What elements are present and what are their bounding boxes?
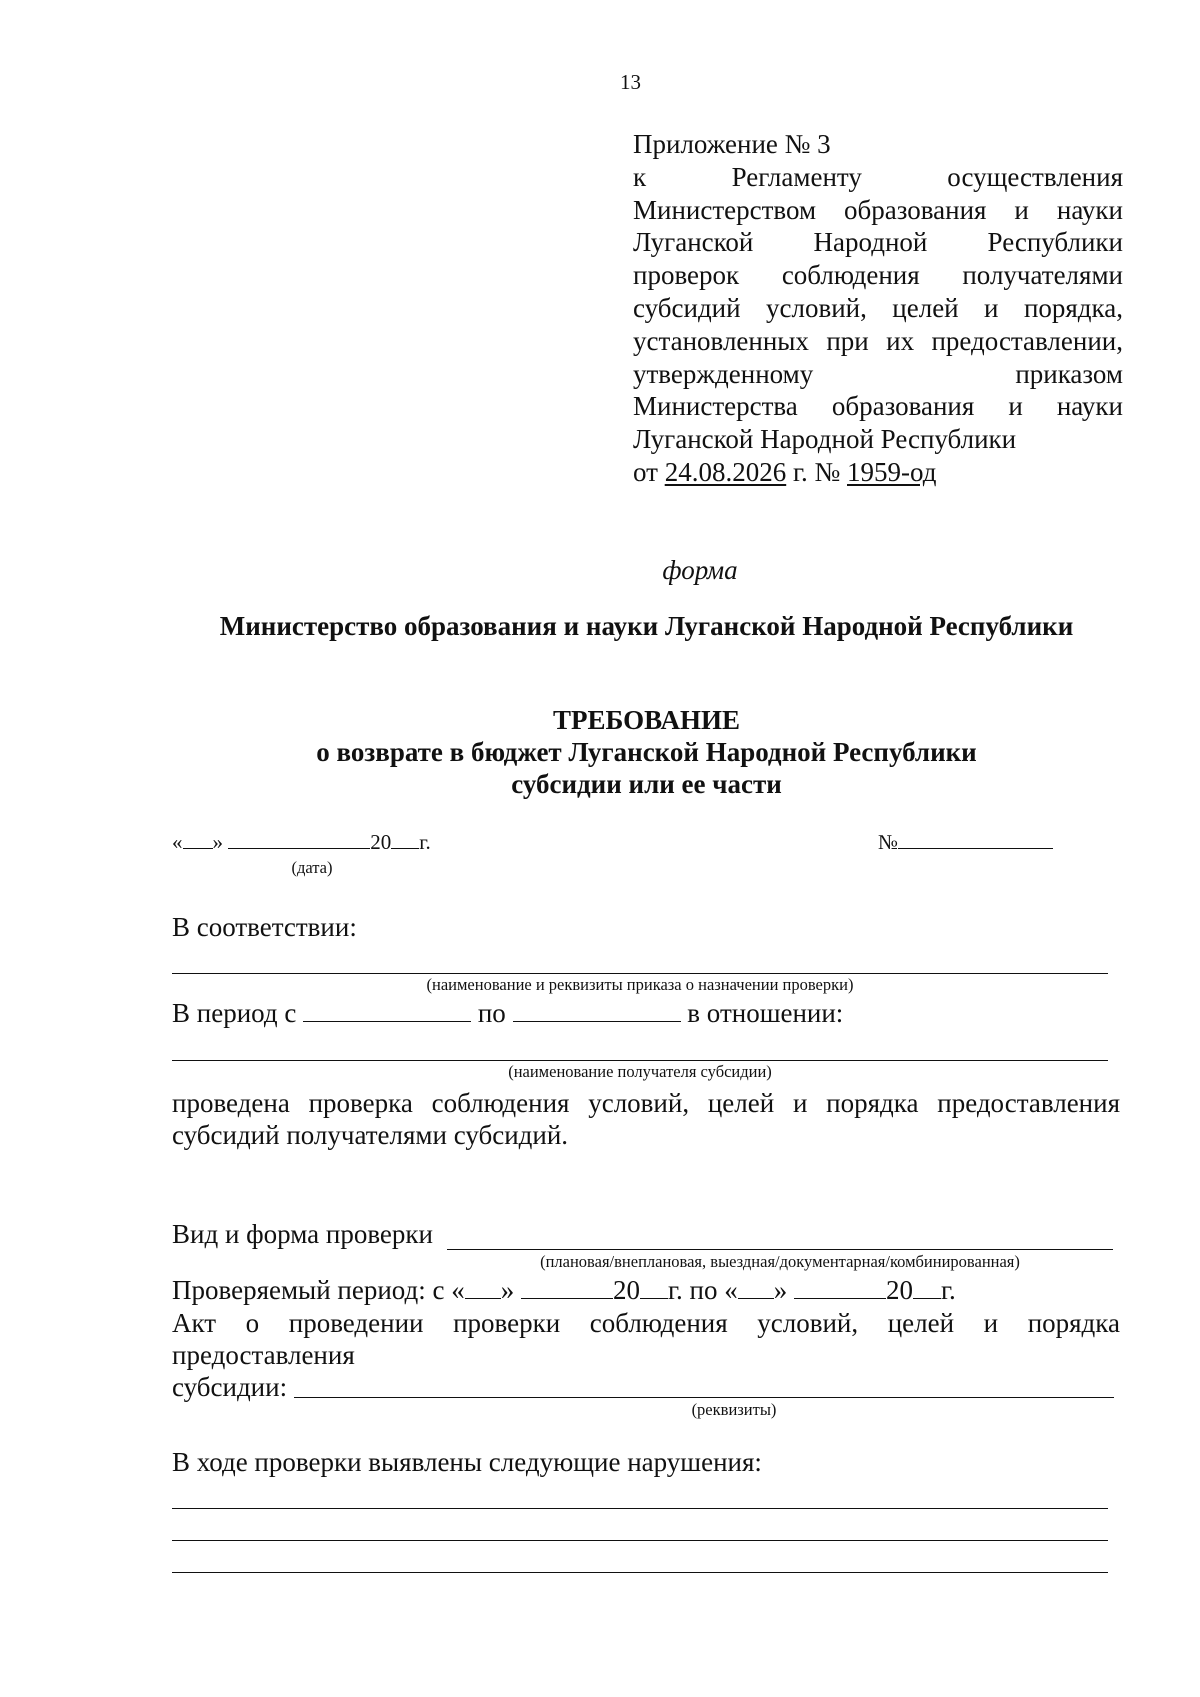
act-caption: (реквизиты) bbox=[691, 1400, 777, 1419]
checked-period-row bbox=[172, 1275, 956, 1306]
appendix-header bbox=[633, 128, 1123, 489]
recipient-blank-line[interactable] bbox=[172, 1060, 1108, 1061]
appendix-line: Луганской Народной Республики bbox=[633, 424, 1017, 455]
order-caption: (наименование и реквизиты приказа о назначении проверки) bbox=[426, 975, 854, 994]
year-suffix: г. bbox=[419, 830, 431, 854]
quote-open: « bbox=[172, 830, 183, 854]
title-line-2: о возврате в бюджет Луганской Народной Республики bbox=[316, 737, 977, 767]
period-to-label: по bbox=[477, 998, 506, 1028]
appendix-line: Министерства образования и науки bbox=[633, 391, 1123, 422]
act-paragraph bbox=[172, 1307, 1120, 1403]
start-day-blank[interactable] bbox=[465, 1298, 501, 1299]
appendix-line: к Регламенту осуществления bbox=[633, 161, 1123, 192]
year-end-label: г. bbox=[940, 1275, 956, 1305]
checked-period-label: Проверяемый период: с bbox=[172, 1275, 445, 1305]
appendix-line: утвержденному приказом bbox=[633, 358, 1123, 389]
according-label: В соответствии: bbox=[172, 912, 357, 942]
quote-close: » bbox=[212, 830, 223, 854]
title-line-3: субсидии или ее части bbox=[511, 769, 782, 799]
appendix-date-line bbox=[633, 456, 1123, 489]
appendix-line: субсидий условий, целей и порядка, bbox=[633, 292, 1123, 323]
appendix-line: проверок соблюдения получателями bbox=[633, 260, 1123, 291]
start-month-blank[interactable] bbox=[521, 1298, 613, 1299]
document-title bbox=[0, 704, 1200, 800]
act-line-3: субсидии: bbox=[172, 1372, 288, 1402]
conducted-paragraph bbox=[172, 1087, 1120, 1151]
title-line-1: ТРЕБОВАНИЕ bbox=[553, 705, 740, 735]
appendix-title: Приложение № 3 bbox=[633, 129, 831, 159]
number-sign: № bbox=[878, 830, 899, 854]
period-from-label: В период с bbox=[172, 998, 297, 1028]
ministry-name: Министерство образования и науки Луганской Народной Республики bbox=[219, 611, 1074, 641]
year-blank[interactable] bbox=[391, 848, 419, 849]
violations-blank-line-1[interactable] bbox=[172, 1508, 1108, 1509]
order-date: 24.08.2026 bbox=[664, 456, 787, 487]
quote-close: » bbox=[500, 1275, 515, 1305]
from-prefix: от bbox=[633, 456, 658, 487]
order-blank-line[interactable] bbox=[172, 973, 1108, 974]
appendix-line: Министерством образования и науки bbox=[633, 194, 1123, 225]
act-details-blank[interactable] bbox=[294, 1397, 1114, 1398]
start-year-blank[interactable] bbox=[640, 1298, 668, 1299]
end-year-blank[interactable] bbox=[913, 1298, 941, 1299]
conducted-line-1: проведена проверка соблюдения условий, целей и порядка предоставления bbox=[172, 1088, 1120, 1118]
date-caption: (дата) bbox=[291, 858, 333, 877]
century: 20 bbox=[370, 830, 392, 854]
check-type-label: Вид и форма проверки bbox=[172, 1219, 433, 1249]
recipient-caption: (наименование получателя субсидии) bbox=[508, 1062, 772, 1081]
quote-close: » bbox=[773, 1275, 788, 1305]
page-number: 13 bbox=[620, 70, 641, 94]
day-blank[interactable] bbox=[183, 848, 213, 849]
period-end-blank[interactable] bbox=[513, 1021, 681, 1022]
year-suffix: г. № bbox=[792, 456, 841, 487]
form-label: форма bbox=[662, 555, 738, 585]
period-row bbox=[172, 998, 843, 1029]
century: 20 bbox=[612, 1275, 640, 1305]
act-line-1: Акт о проведении проверки соблюдения условий, целей и порядка bbox=[172, 1308, 1120, 1338]
violations-blank-line-3[interactable] bbox=[172, 1572, 1108, 1573]
number-blank[interactable] bbox=[898, 848, 1053, 849]
conducted-line-2: субсидий получателями субсидий. bbox=[172, 1120, 569, 1150]
period-regarding-label: в отношении: bbox=[687, 998, 844, 1028]
year-to-label: г. по bbox=[667, 1275, 718, 1305]
check-type-caption: (плановая/внеплановая, выездная/документарная/комбинированная) bbox=[540, 1252, 1020, 1271]
end-month-blank[interactable] bbox=[794, 1298, 886, 1299]
violations-label: В ходе проверки выявлены следующие нарушения: bbox=[172, 1447, 762, 1477]
check-type-blank[interactable] bbox=[447, 1249, 1113, 1250]
quote-open: « bbox=[451, 1275, 465, 1305]
date-field bbox=[172, 830, 431, 855]
number-field bbox=[878, 830, 1053, 855]
quote-open: « bbox=[724, 1275, 738, 1305]
violations-blank-line-2[interactable] bbox=[172, 1540, 1108, 1541]
century: 20 bbox=[885, 1275, 913, 1305]
appendix-line: установленных при их предоставлении, bbox=[633, 325, 1123, 356]
month-blank[interactable] bbox=[228, 848, 370, 849]
appendix-line: Луганской Народной Республики bbox=[633, 227, 1123, 258]
end-day-blank[interactable] bbox=[738, 1298, 774, 1299]
period-start-blank[interactable] bbox=[303, 1021, 471, 1022]
order-number: 1959-од bbox=[847, 456, 937, 487]
act-line-2: предоставления bbox=[172, 1340, 355, 1370]
